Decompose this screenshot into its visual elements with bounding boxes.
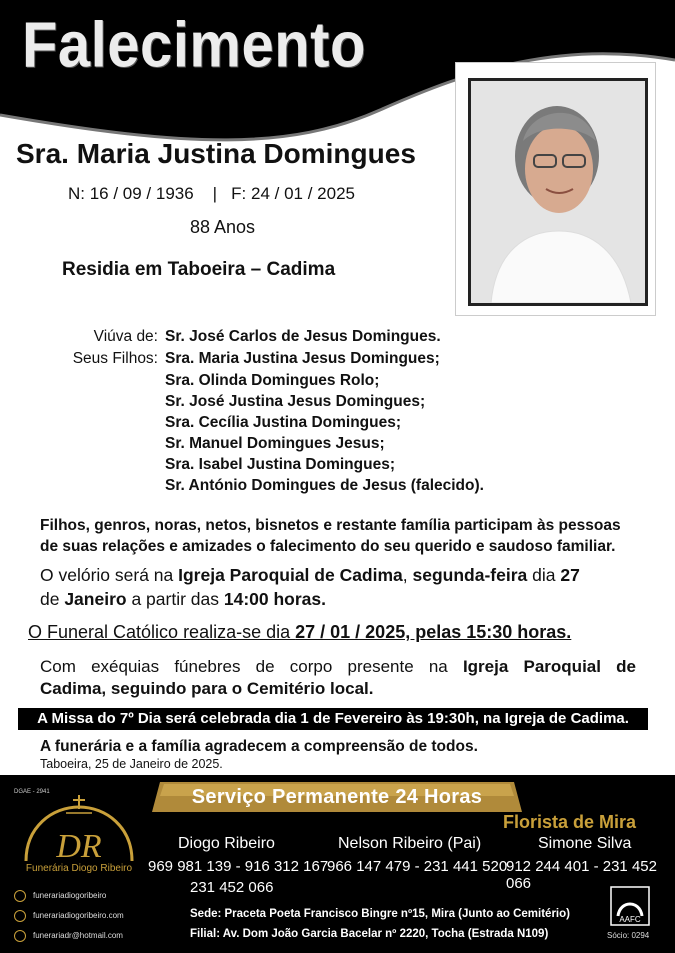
- widow-label: Viúva de:: [93, 328, 158, 345]
- contact-phone[interactable]: 231 452 066: [190, 879, 274, 896]
- contact-phone[interactable]: 912 244 401 - 231 452 066: [506, 858, 657, 892]
- social-facebook[interactable]: funerariadiogoribeiro: [33, 891, 107, 900]
- contact-phone[interactable]: 966 147 479 - 231 441 520: [327, 858, 508, 875]
- exequies-location: Igreja Paroquial de: [462, 657, 636, 676]
- contact-name: Simone Silva: [538, 835, 632, 852]
- headquarters-address: Sede: Praceta Poeta Francisco Bingre nº15, Mira (Junto ao Cemitério): [190, 908, 570, 920]
- wake-month: Janeiro: [64, 589, 127, 609]
- family-notice-line1: Filhos, genros, noras, netos, bisnetos e restante família participam às pessoas: [40, 517, 621, 534]
- contact-name: Diogo Ribeiro: [178, 835, 275, 852]
- dgae-number: DGAE - 2941: [14, 789, 50, 795]
- wake-location: Igreja Paroquial de Cadima: [178, 565, 403, 585]
- mass-notice-bar: A Missa do 7º Dia será celebrada dia 1 de Fevereiro às 19:30h, na Igreja de Cadima.: [18, 708, 648, 730]
- funeral-info: [28, 622, 648, 643]
- child-item: Sr. Manuel Domingues Jesus;: [165, 435, 385, 452]
- wake-day: 27: [560, 565, 580, 585]
- wake-time: 14:00 horas.: [223, 589, 326, 609]
- child-item: Sra. Olinda Domingues Rolo;: [165, 372, 380, 389]
- web-icon: [14, 910, 26, 922]
- contact-phone[interactable]: 969 981 139 - 916 312 167: [148, 858, 329, 875]
- wake-info: [40, 563, 640, 611]
- wake-text: dia: [527, 565, 561, 585]
- child-item: Sra. Cecília Justina Domingues;: [165, 414, 402, 431]
- exequies-info: [40, 655, 636, 679]
- branch-address: Filial: Av. Dom João Garcia Bacelar nº 2220, Tocha (Estrada N109): [190, 928, 549, 940]
- email-icon: [14, 930, 26, 942]
- logo-name: Funerária Diogo Ribeiro: [25, 863, 133, 873]
- aafc-text: AAFC: [619, 915, 641, 924]
- deceased-name: Sra. Maria Justina Domingues: [16, 138, 416, 169]
- exequies-text: Com exéquias fúnebres de corpo presente na: [40, 657, 463, 676]
- birth-death-dates: N: 16 / 09 / 1936 | F: 24 / 01 / 2025: [68, 184, 355, 203]
- aafc-logo: [610, 886, 650, 926]
- wake-text: de: [40, 589, 65, 609]
- exequies-continuation: Cadima, seguindo para o Cemitério local.: [40, 679, 374, 698]
- facebook-icon: [14, 890, 26, 902]
- contact-name: Nelson Ribeiro (Pai): [338, 835, 482, 852]
- social-email[interactable]: funerariadr@hotmail.com: [33, 931, 123, 940]
- page-title: Falecimento: [22, 9, 366, 81]
- funeral-text: O Funeral Católico realiza-se dia: [28, 622, 296, 642]
- wake-text: ,: [402, 565, 413, 585]
- age: 88 Anos: [190, 217, 256, 237]
- child-item: Sra. Maria Justina Jesus Domingues;: [165, 350, 440, 367]
- residence: Residia em Taboeira – Cadima: [62, 259, 336, 280]
- dateline: Taboeira, 25 de Janeiro de 2025.: [40, 757, 223, 771]
- wake-text: O velório será na: [40, 565, 179, 585]
- family-notice-line2: de suas relações e amizades o falecimento do seu querido e saudoso familiar.: [40, 538, 616, 555]
- wake-weekday: segunda-feira: [412, 565, 528, 585]
- wake-text: a partir das: [126, 589, 224, 609]
- widow-value: Sr. José Carlos de Jesus Domingues.: [165, 328, 441, 345]
- florist-name: Florista de Mira: [503, 812, 637, 832]
- children-label: Seus Filhos:: [72, 350, 158, 367]
- funeral-datetime: 27 / 01 / 2025, pelas 15:30 horas.: [295, 622, 572, 642]
- portrait-photo: [468, 78, 648, 306]
- child-item: Sra. Isabel Justina Domingues;: [165, 456, 395, 473]
- social-website[interactable]: funerariadiogoribeiro.com: [33, 911, 124, 920]
- logo-initials: DR: [56, 828, 102, 865]
- child-item: Sr. António Domingues de Jesus (falecido).: [165, 477, 484, 494]
- thanks-note: A funerária e a família agradecem a compreensão de todos.: [40, 738, 478, 755]
- child-item: Sr. José Justina Jesus Domingues;: [165, 393, 426, 410]
- member-number: Sócio: 0294: [607, 931, 650, 940]
- funeral-home-logo: [18, 795, 140, 873]
- service-banner: Serviço Permanente 24 Horas: [191, 786, 483, 808]
